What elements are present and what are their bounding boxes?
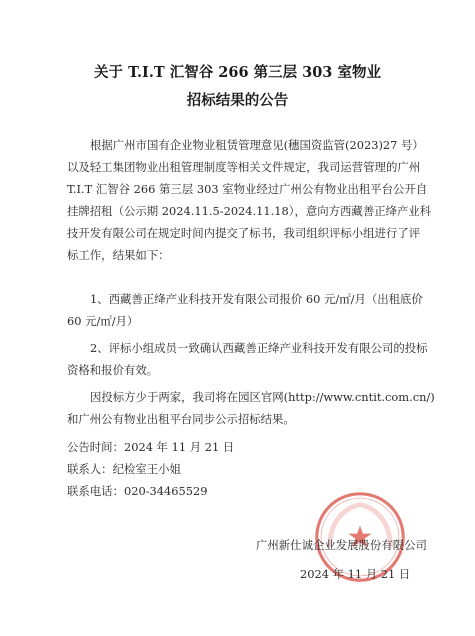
paragraph-2-line-2: 60 元/㎡/月） xyxy=(67,314,139,328)
body-paragraph-1 xyxy=(67,134,432,266)
paragraph-4-line-1: 因投标方少于两家，我司将在园区官网(http://www.cntit.com.cn/) xyxy=(90,390,435,404)
paragraph-1-line-4: 挂牌招租（公示期 2024.11.5-2024.11.18），意向方西藏善正绛产业科 xyxy=(67,204,432,218)
signer-company: 广州新仕诚企业发展股份有限公司 xyxy=(256,538,427,552)
paragraph-1-line-1: 根据广州市国有企业物业租赁管理意见(穗国资监管(2023)27 号） xyxy=(90,138,424,152)
paragraph-4-line-2: 和广州公有物业出租平台同步公示招标结果。 xyxy=(67,412,295,426)
paragraph-1-line-3: T.I.T 汇智谷 266 第三层 303 室物业经过广州公有物业出租平台公开自 xyxy=(67,182,428,196)
paragraph-3-line-1: 2、评标小组成员一致确认西藏善正绛产业科技开发有限公司的投标 xyxy=(90,341,428,355)
paragraph-3-line-2: 资格和报价有效。 xyxy=(67,363,159,377)
paragraph-2-line-1: 1、西藏善正绛产业科技开发有限公司报价 60 元/㎡/月（出租底价 xyxy=(90,292,423,306)
body-paragraph-3 xyxy=(67,337,428,381)
title-line-2: 招标结果的公告 xyxy=(186,92,289,109)
body-paragraph-4 xyxy=(67,386,435,430)
title-line-1: 关于 T.I.T 汇智谷 266 第三层 303 室物业 xyxy=(94,64,381,81)
paragraph-1-line-5: 技开发有限公司在规定时间内提交了标书，我司组织评标小组进行了评 xyxy=(67,226,421,240)
paragraph-1-line-6: 标工作，结果如下： xyxy=(67,248,170,262)
body-paragraph-2 xyxy=(67,288,423,332)
paragraph-1-line-2: 以及轻工集团物业出租管理制度等相关文件规定，我司运营管理的广州 xyxy=(67,160,421,174)
announcement-date: 公告时间：2024 年 11 月 21 日 xyxy=(67,440,235,454)
contact-phone: 联系电话：020-34465529 xyxy=(67,484,208,498)
contact-person: 联系人：纪检室王小姐 xyxy=(67,462,181,476)
signature-date: 2024 年 11 月 21 日 xyxy=(300,567,411,581)
